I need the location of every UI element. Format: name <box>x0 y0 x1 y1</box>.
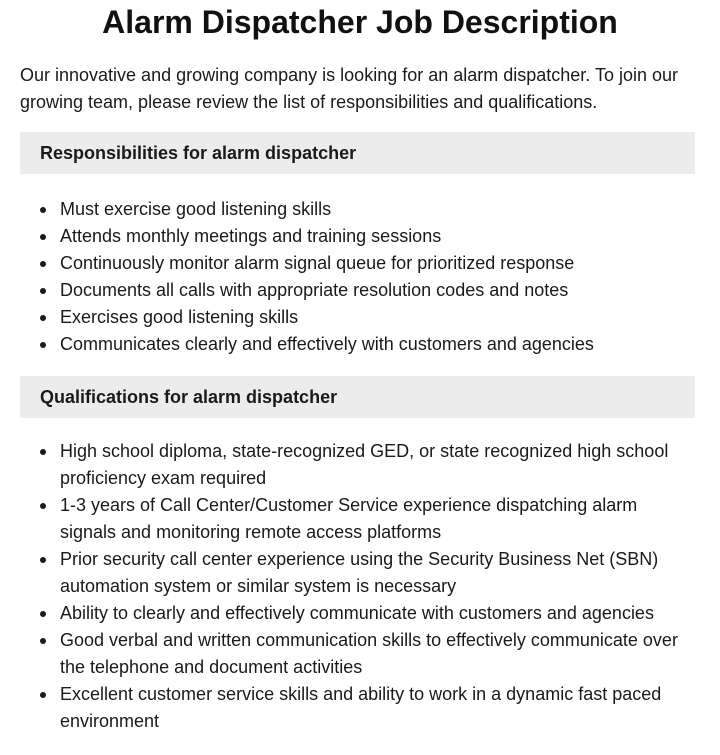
bullet-icon <box>40 342 46 348</box>
bullet-icon <box>40 261 46 267</box>
list-item-text: Documents all calls with appropriate resolution codes and notes <box>60 280 569 300</box>
list-item-text: 1-3 years of Call Center/Customer Service experience dispatching alarm signals and monitoring remote access platforms <box>60 495 638 542</box>
bullet-icon <box>40 557 46 563</box>
list-item-text: Communicates clearly and effectively with customers and agencies <box>60 334 594 354</box>
bullet-icon <box>40 207 46 213</box>
list-item <box>60 438 690 492</box>
bullet-icon <box>40 449 46 455</box>
responsibilities-heading: Responsibilities for alarm dispatcher <box>20 132 695 174</box>
list-item <box>60 331 690 358</box>
list-item <box>60 600 690 627</box>
list-item-text: Ability to clearly and effectively communicate with customers and agencies <box>60 603 654 623</box>
list-item <box>60 196 690 223</box>
bullet-icon <box>40 234 46 240</box>
list-item <box>60 304 690 331</box>
bullet-icon <box>40 692 46 698</box>
bullet-icon <box>40 611 46 617</box>
responsibilities-list <box>0 196 720 358</box>
intro-paragraph: Our innovative and growing company is looking for an alarm dispatcher. To join our growing team, please review the list of responsibilities and qualifications. <box>20 65 679 112</box>
page-title: Alarm Dispatcher Job Description <box>102 4 618 40</box>
list-item-text: Prior security call center experience using the Security Business Net (SBN) automation system or similar system is necessary <box>60 549 659 596</box>
list-item-text: Excellent customer service skills and ability to work in a dynamic fast paced environment <box>60 684 662 731</box>
list-item <box>60 627 690 681</box>
list-item-text: Good verbal and written communication skills to effectively communicate over the telephone and document activities <box>60 630 678 677</box>
list-item-text: Must exercise good listening skills <box>60 199 332 219</box>
list-item <box>60 546 690 600</box>
bullet-icon <box>40 503 46 509</box>
bullet-icon <box>40 315 46 321</box>
list-item <box>60 277 690 304</box>
qualifications-heading: Qualifications for alarm dispatcher <box>20 376 695 418</box>
list-item <box>60 492 690 546</box>
list-item <box>60 681 690 735</box>
list-item-text: Continuously monitor alarm signal queue for prioritized response <box>60 253 575 273</box>
list-item <box>60 223 690 250</box>
bullet-icon <box>40 288 46 294</box>
bullet-icon <box>40 638 46 644</box>
list-item <box>60 250 690 277</box>
list-item-text: Attends monthly meetings and training sessions <box>60 226 442 246</box>
qualifications-list <box>0 438 720 735</box>
list-item-text: Exercises good listening skills <box>60 307 299 327</box>
list-item-text: High school diploma, state-recognized GED, or state recognized high school proficiency exam required <box>60 441 669 488</box>
